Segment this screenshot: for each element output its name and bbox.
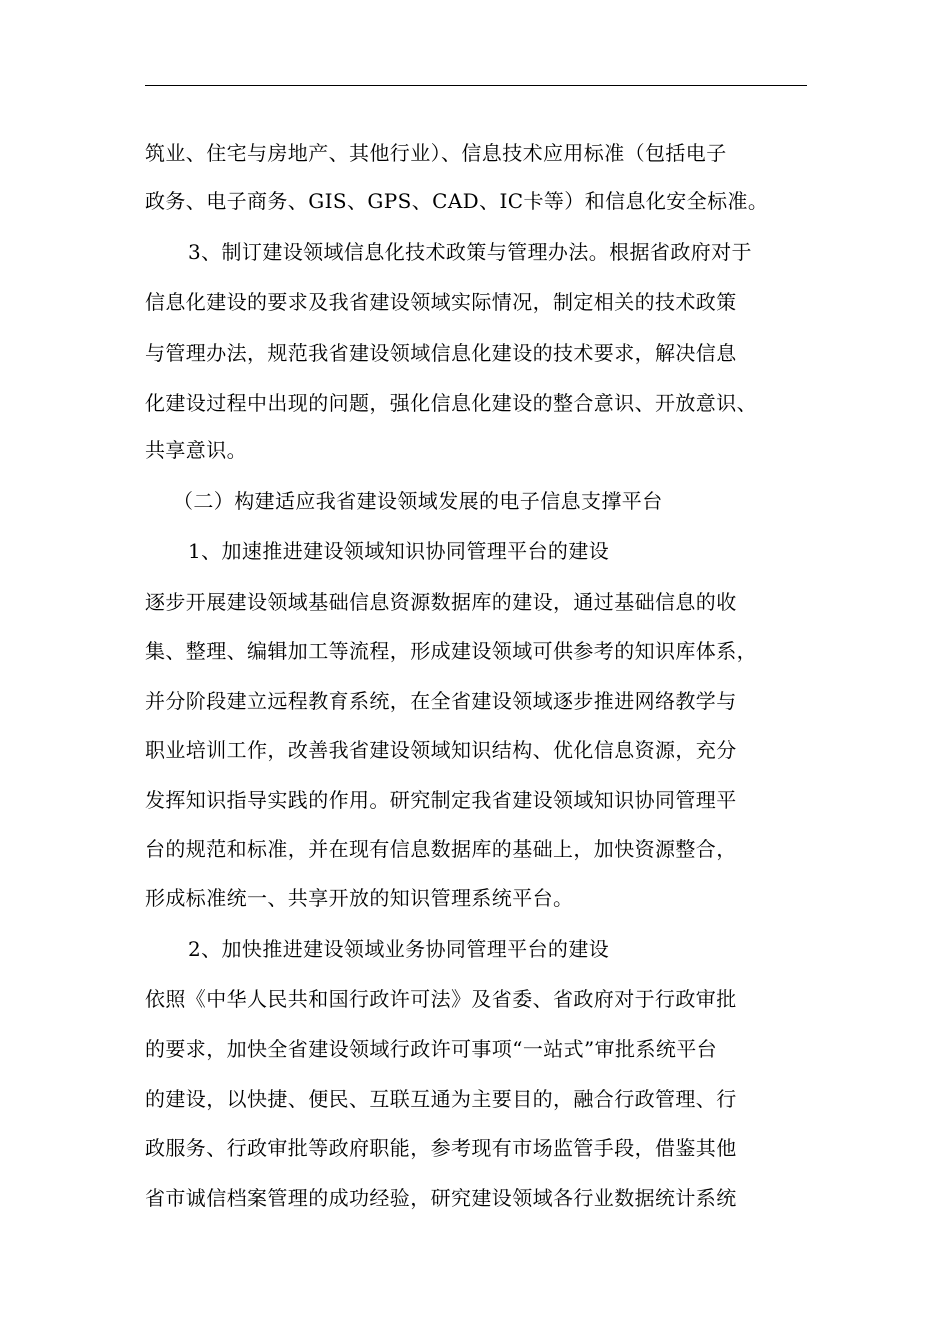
section-heading: （二）构建适应我省建设领域发展的电子信息支撑平台 (173, 489, 663, 513)
text-line: 3、制订建设领域信息化技术政策与管理办法。根据省政府对于 (188, 240, 752, 264)
text-line: 的要求，加快全省建设领域行政许可事项“一站式”审批系统平台 (145, 1037, 718, 1061)
text-line: 省市诚信档案管理的成功经验，研究建设领域各行业数据统计系统 (145, 1186, 737, 1210)
text-line: 形成标准统一、共享开放的知识管理系统平台。 (145, 886, 574, 910)
text-line: 化建设过程中出现的问题，强化信息化建设的整合意识、开放意识、 (145, 391, 757, 415)
text-line: 逐步开展建设领域基础信息资源数据库的建设，通过基础信息的收 (145, 590, 737, 614)
text-line: 政务、电子商务、GIS、GPS、CAD、IC卡等）和信息化安全标准。 (145, 189, 769, 213)
text-line: 信息化建设的要求及我省建设领域实际情况，制定相关的技术政策 (145, 290, 737, 314)
text-line: 的建设，以快捷、便民、互联互通为主要目的，融合行政管理、行 (145, 1087, 737, 1111)
text-line: 台的规范和标准，并在现有信息数据库的基础上，加快资源整合， (145, 837, 737, 861)
text-line: 与管理办法，规范我省建设领域信息化建设的技术要求，解决信息 (145, 341, 737, 365)
header-rule (145, 85, 807, 86)
subsection-heading: 2、加快推进建设领域业务协同管理平台的建设 (188, 937, 610, 961)
text-line: 集、整理、编辑加工等流程，形成建设领域可供参考的知识库体系， (145, 639, 757, 663)
text-line: 发挥知识指导实践的作用。研究制定我省建设领域知识协同管理平 (145, 788, 737, 812)
text-line: 依照《中华人民共和国行政许可法》及省委、省政府对于行政审批 (145, 987, 737, 1011)
text-line: 筑业、住宅与房地产、其他行业）、信息技术应用标准（包括电子 (145, 141, 727, 165)
subsection-heading: 1、加速推进建设领域知识协同管理平台的建设 (188, 539, 610, 563)
text-line: 共享意识。 (145, 438, 247, 462)
text-line: 并分阶段建立远程教育系统，在全省建设领域逐步推进网络教学与 (145, 689, 737, 713)
text-line: 政服务、行政审批等政府职能，参考现有市场监管手段，借鉴其他 (145, 1136, 737, 1160)
text-line: 职业培训工作，改善我省建设领域知识结构、优化信息资源，充分 (145, 738, 737, 762)
